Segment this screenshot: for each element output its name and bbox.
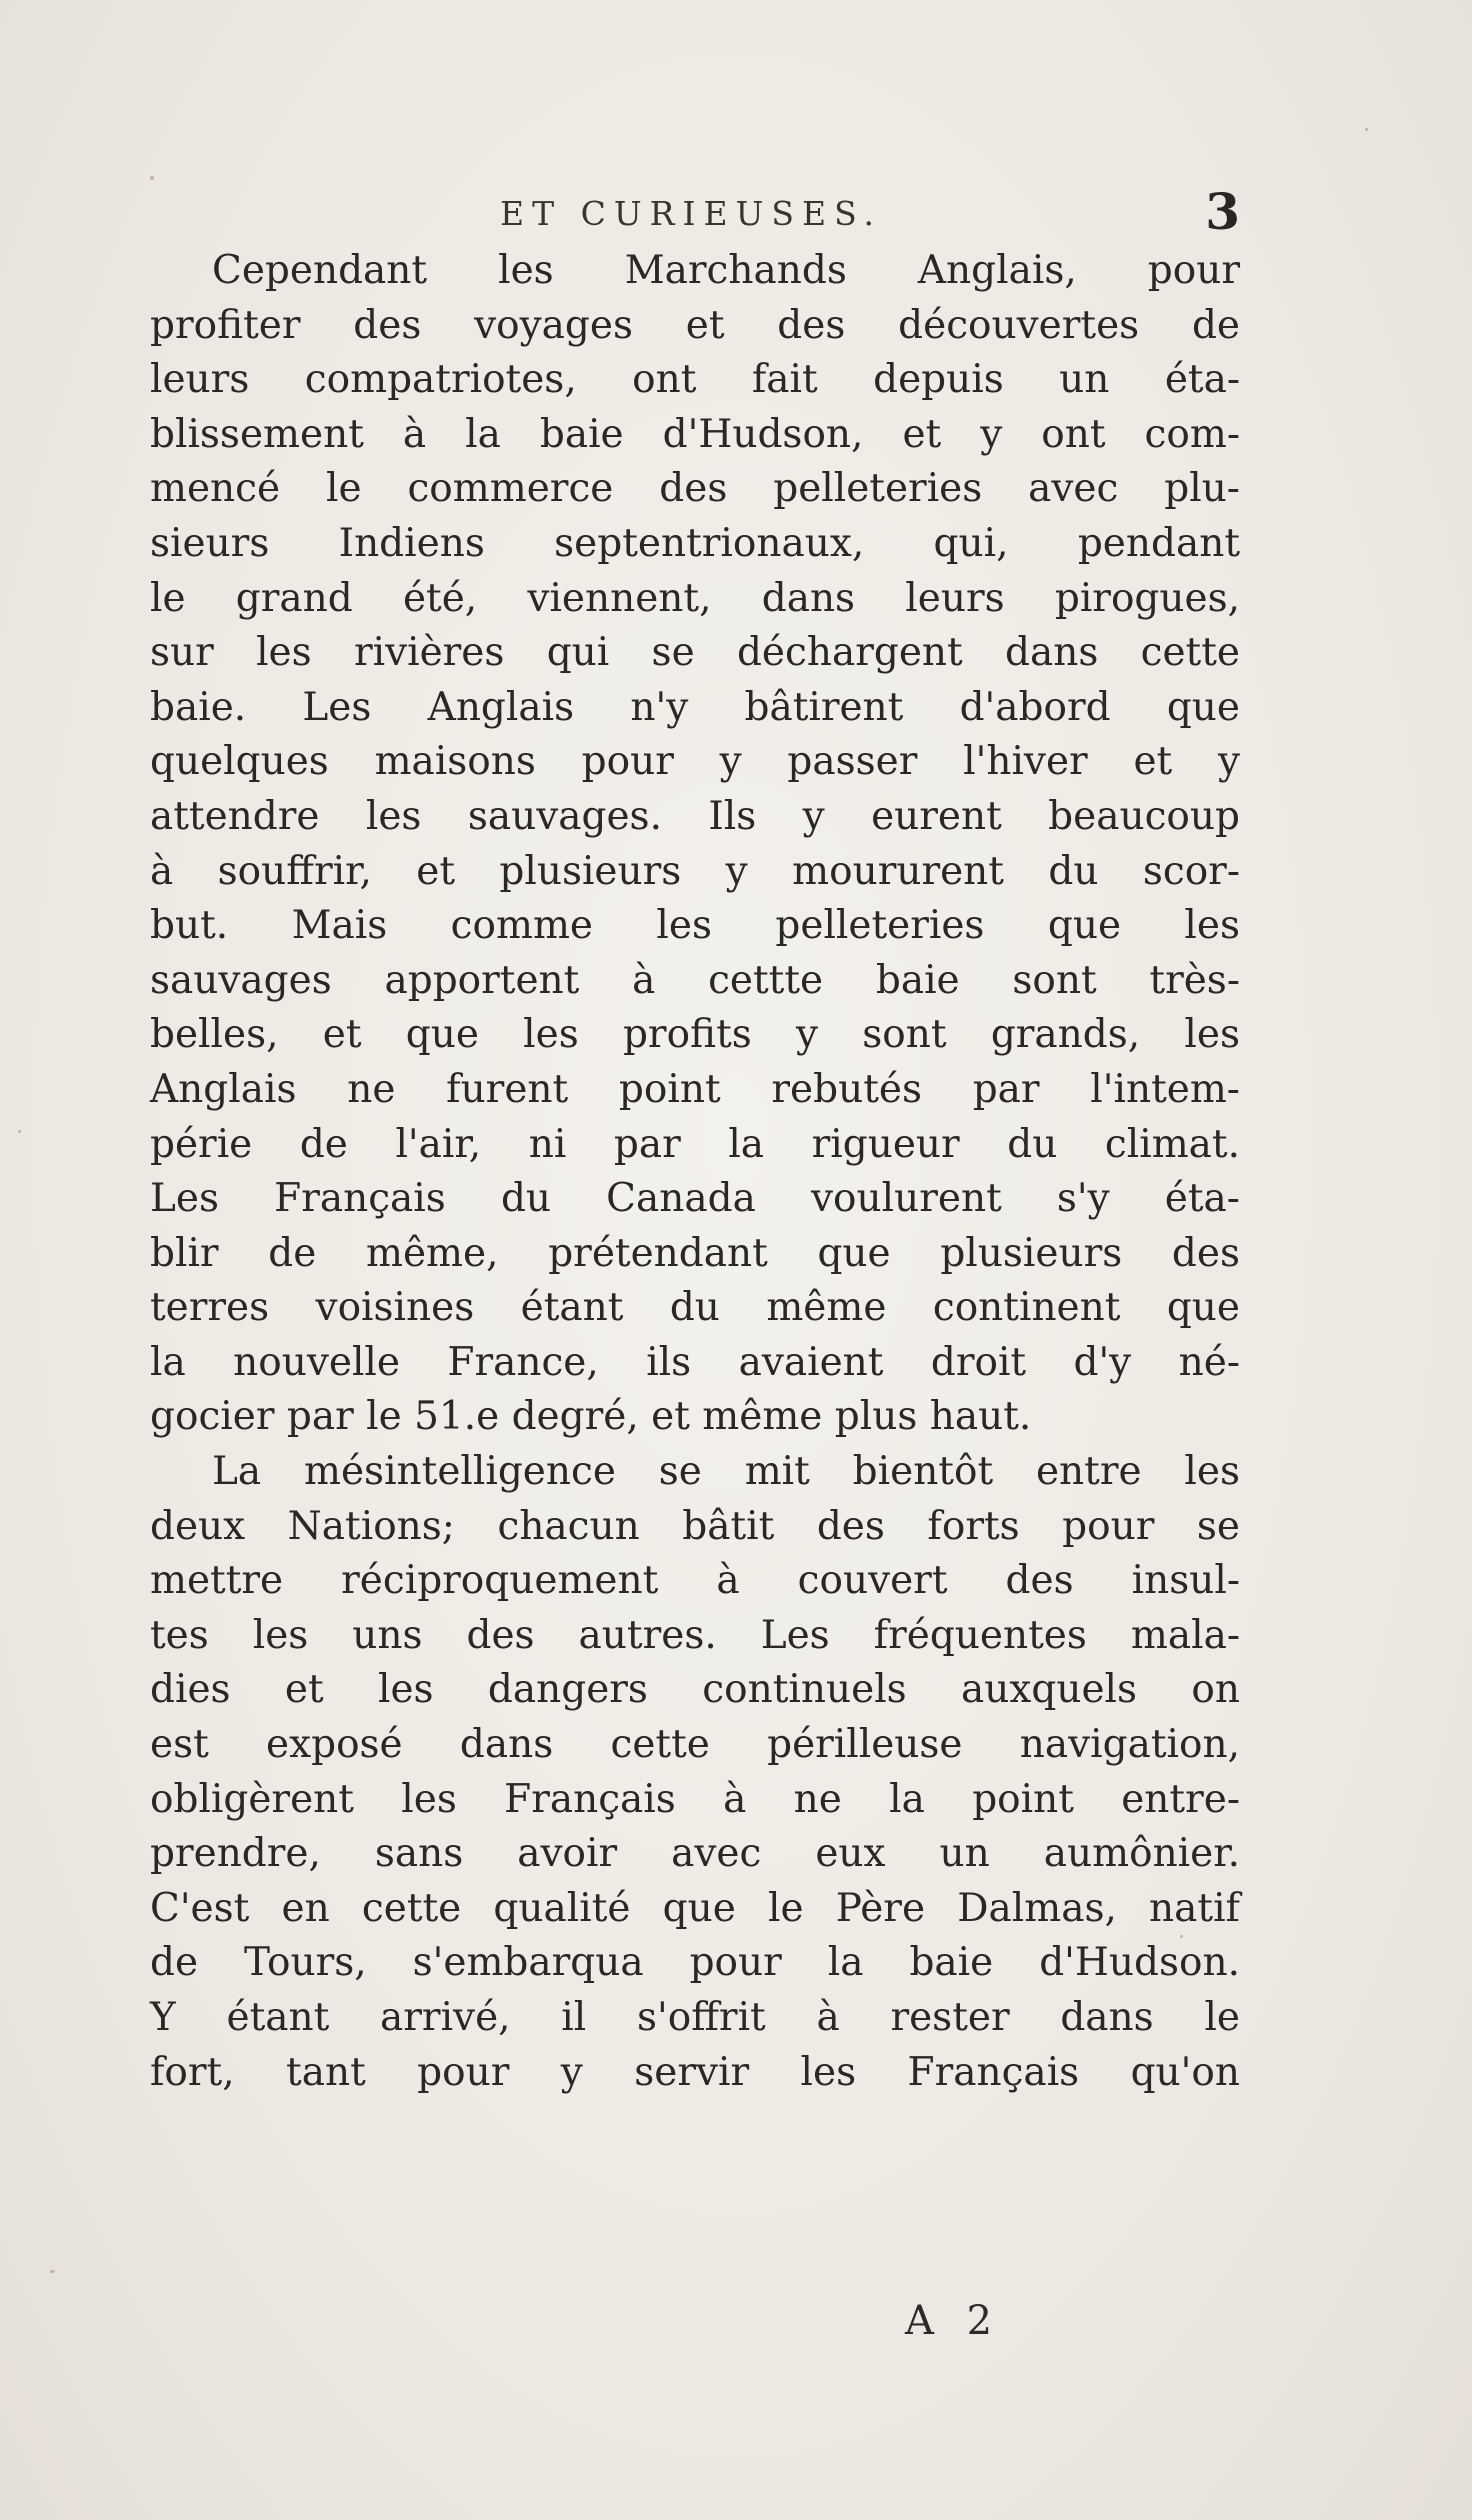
text-line: est exposé dans cette périlleuse navigation, [150, 1722, 1240, 1768]
running-head: ET CURIEUSES. [500, 194, 883, 233]
text-line: Anglais ne furent point rebutés par l'intem- [150, 1066, 1240, 1112]
signature-mark: A 2 [905, 2298, 1003, 2344]
text-line: sauvages apportent à cettte baie sont très- [150, 957, 1240, 1003]
text-line: mencé le commerce des pelleteries avec plu- [150, 466, 1240, 512]
text-line: périe de l'air, ni par la rigueur du climat. [150, 1121, 1240, 1167]
paper-speck [50, 2270, 55, 2273]
text-line: blissement à la baie d'Hudson, et y ont com- [150, 411, 1240, 457]
text-line: deux Nations; chacun bâtit des forts pour se [150, 1503, 1240, 1549]
text-line: terres voisines étant du même continent que [150, 1285, 1240, 1331]
paper-speck [18, 1130, 21, 1133]
text-line: obligèrent les Français à ne la point entre- [150, 1776, 1240, 1822]
text-line: à souffrir, et plusieurs y moururent du scor- [150, 848, 1240, 894]
text-line: prendre, sans avoir avec eux un aumônier. [150, 1831, 1240, 1877]
text-line: quelques maisons pour y passer l'hiver et y [150, 739, 1240, 785]
text-line: baie. Les Anglais n'y bâtirent d'abord que [150, 684, 1240, 730]
text-line: fort, tant pour y servir les Français qu'on [150, 2049, 1240, 2095]
body-text [150, 244, 1240, 2100]
page-number: 3 [1205, 182, 1240, 241]
text-line: tes les uns des autres. Les fréquentes mala- [150, 1612, 1240, 1658]
text-line: le grand été, viennent, dans leurs pirogues, [150, 575, 1240, 621]
paper-speck [1365, 128, 1368, 131]
paper-speck [150, 176, 154, 180]
text-line: but. Mais comme les pelleteries que les [150, 903, 1240, 949]
page-header [150, 182, 1240, 248]
paper-speck [1180, 1935, 1183, 1938]
text-line: de Tours, s'embarqua pour la baie d'Hudson. [150, 1940, 1240, 1986]
text-line: Cependant les Marchands Anglais, pour [212, 248, 1240, 293]
text-line: sur les rivières qui se déchargent dans cette [150, 630, 1240, 676]
text-line: leurs compatriotes, ont fait depuis un éta- [150, 357, 1240, 403]
text-line: Les Français du Canada voulurent s'y éta- [150, 1176, 1240, 1222]
text-line: sieurs Indiens septentrionaux, qui, pendant [150, 520, 1240, 566]
text-line: belles, et que les profits y sont grands, les [150, 1012, 1240, 1058]
text-line: La mésintelligence se mit bientôt entre les [212, 1449, 1240, 1495]
text-line: mettre réciproquement à couvert des insul- [150, 1558, 1240, 1604]
text-line: la nouvelle France, ils avaient droit d'y né- [150, 1339, 1240, 1385]
text-line: blir de même, prétendant que plusieurs des [150, 1230, 1240, 1276]
text-line: dies et les dangers continuels auxquels on [150, 1667, 1240, 1713]
text-line: attendre les sauvages. Ils y eurent beaucoup [150, 793, 1240, 839]
text-line: Y étant arrivé, il s'offrit à rester dans le [150, 1995, 1240, 2040]
text-line: C'est en cette qualité que le Père Dalmas, natif [150, 1885, 1240, 1931]
text-line: profiter des voyages et des découvertes de [150, 302, 1240, 348]
text-line: gocier par le 51.e degré, et même plus haut. [150, 1394, 1032, 1440]
